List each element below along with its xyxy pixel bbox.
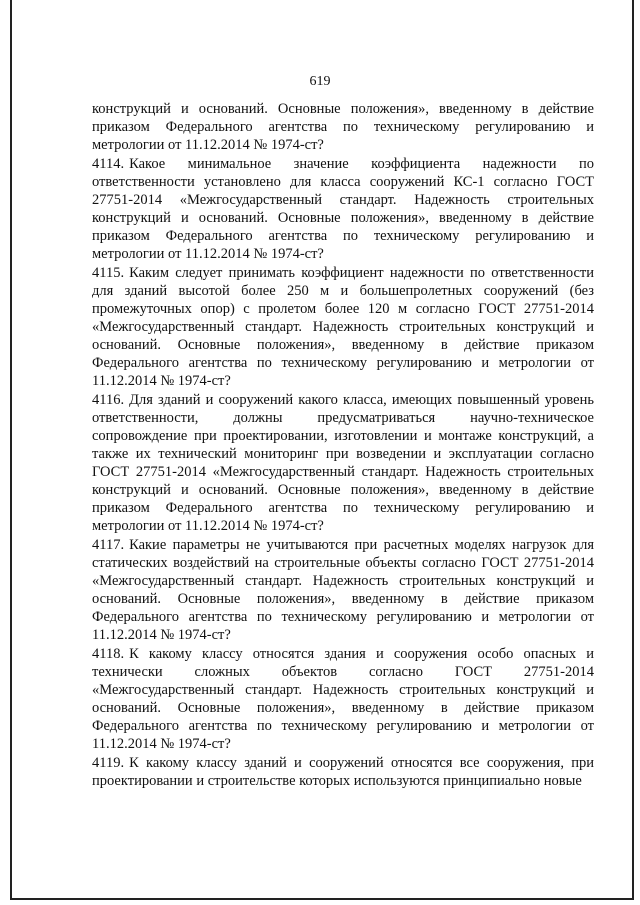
question-4115 xyxy=(92,264,594,390)
question-text: Какое минимальное значение коэффициента надежности по ответственности установлено для класса сооружений КС-1 согласно ГОСТ 27751-2014 «Межгосударственный стандарт. Надежность строительных конструкций и оснований. Основные положения», введенному в действие приказом Федерального агентства по техническому регулированию и метрологии от 11.12.2014 № 1974-ст? xyxy=(92,156,594,262)
question-number: 4115. xyxy=(92,265,125,281)
question-4119 xyxy=(92,754,594,790)
question-4117 xyxy=(92,536,594,644)
question-number: 4116. xyxy=(92,392,125,408)
document-body xyxy=(92,100,594,791)
question-number: 4119. xyxy=(92,755,125,771)
continuation-paragraph: конструкций и оснований. Основные положения», введенному в действие приказом Федерального агентства по техническому регулированию и метрологии от 11.12.2014 № 1974-ст? xyxy=(92,101,594,153)
question-text: Какие параметры не учитываются при расчетных моделях нагрузок для статических воздействий на строительные объекты согласно ГОСТ 27751-2014 «Межгосударственный стандарт. Надежность строительных конструкций и оснований. Основные положения», введенному в действие приказом Федерального агентства по техническому регулированию и метрологии от 11.12.2014 № 1974-ст? xyxy=(92,537,594,643)
question-4116 xyxy=(92,391,594,535)
question-4114 xyxy=(92,155,594,263)
question-number: 4114. xyxy=(92,156,125,172)
question-number: 4118. xyxy=(92,646,125,662)
question-text: Каким следует принимать коэффициент надежности по ответственности для зданий высотой более 250 м и большепролетных сооружений (без промежуточных опор) с пролетом более 120 м согласно ГОСТ 27751-2014 «Межгосударственный стандарт. Надежность строительных конструкций и оснований. Основные положения», введенному в действие приказом Федерального агентства по техническому регулированию и метрологии от 11.12.2014 № 1974-ст? xyxy=(92,265,594,389)
question-text: К какому классу зданий и сооружений относятся все сооружения, при проектировании и строительстве которых используются принципиально новые xyxy=(92,755,594,789)
question-number: 4117. xyxy=(92,537,125,553)
page-number: 619 xyxy=(309,74,331,89)
question-text: К какому классу относятся здания и сооружения особо опасных и технически сложных объектов согласно ГОСТ 27751-2014 «Межгосударственный стандарт. Надежность строительных конструкций и оснований. Основные положения», введенному в действие приказом Федерального агентства по техническому регулированию и метрологии от 11.12.2014 № 1974-ст? xyxy=(92,646,594,752)
question-text: Для зданий и сооружений какого класса, имеющих повышенный уровень ответственности, должны предусматриваться научно-техническое сопровождение при проектировании, изготовлении и монтаже конструкций, а также их технический мониторинг при возведении и эксплуатации согласно ГОСТ 27751-2014 «Межгосударственный стандарт. Надежность строительных конструкций и оснований. Основные положения», введенному в действие приказом Федерального агентства по техническому регулированию и метрологии от 11.12.2014 № 1974-ст? xyxy=(92,392,594,534)
question-4118 xyxy=(92,645,594,753)
